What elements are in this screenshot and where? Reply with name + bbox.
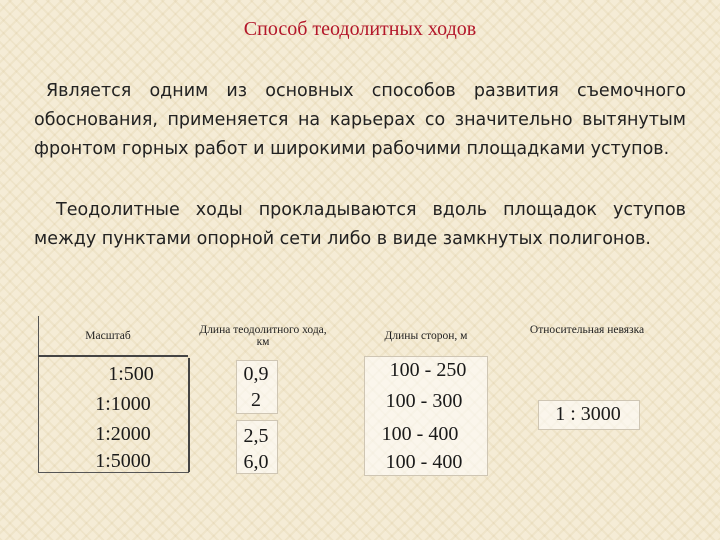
traverse-length-value: 2 [251,389,261,411]
header-relative-error: Относительная невязка [529,324,645,336]
header-traverse-length: Длина теодолитного хода, км [199,324,327,348]
paragraph-traverses: Теодолитные ходы прокладываются вдоль площадок уступов между пунктами опорной сети либо в виде замкнутых полигонов. [34,200,686,249]
traverse-length-value: 2,5 [243,425,269,447]
slide-title: Способ теодолитных ходов [243,18,477,40]
parameters-table [38,316,692,474]
traverse-length-value: 0,9 [243,363,269,385]
paragraph-description: Является одним из основных способов развития съемочного обоснования, применяется на карьерах со значительно вытянутым фронтом горных работ и широкими рабочими площадками уступов. [34,81,686,159]
header-scale: Масштаб [85,330,131,342]
scale-value: 1:5000 [95,450,151,472]
side-length-value: 100 - 400 [385,451,463,473]
scale-header-underline [38,355,188,357]
scale-value: 1:500 [108,363,154,385]
header-side-lengths: Длины сторон, м [384,330,468,342]
scale-value: 1:1000 [95,393,151,415]
side-length-value: 100 - 250 [389,359,467,381]
side-length-value: 100 - 300 [385,390,463,412]
traverse-length-value: 6,0 [243,451,269,473]
relative-error-value: 1 : 3000 [555,403,621,425]
scale-column-divider [188,358,190,472]
scale-value: 1:2000 [95,423,151,445]
side-length-value: 100 - 400 [381,423,459,445]
